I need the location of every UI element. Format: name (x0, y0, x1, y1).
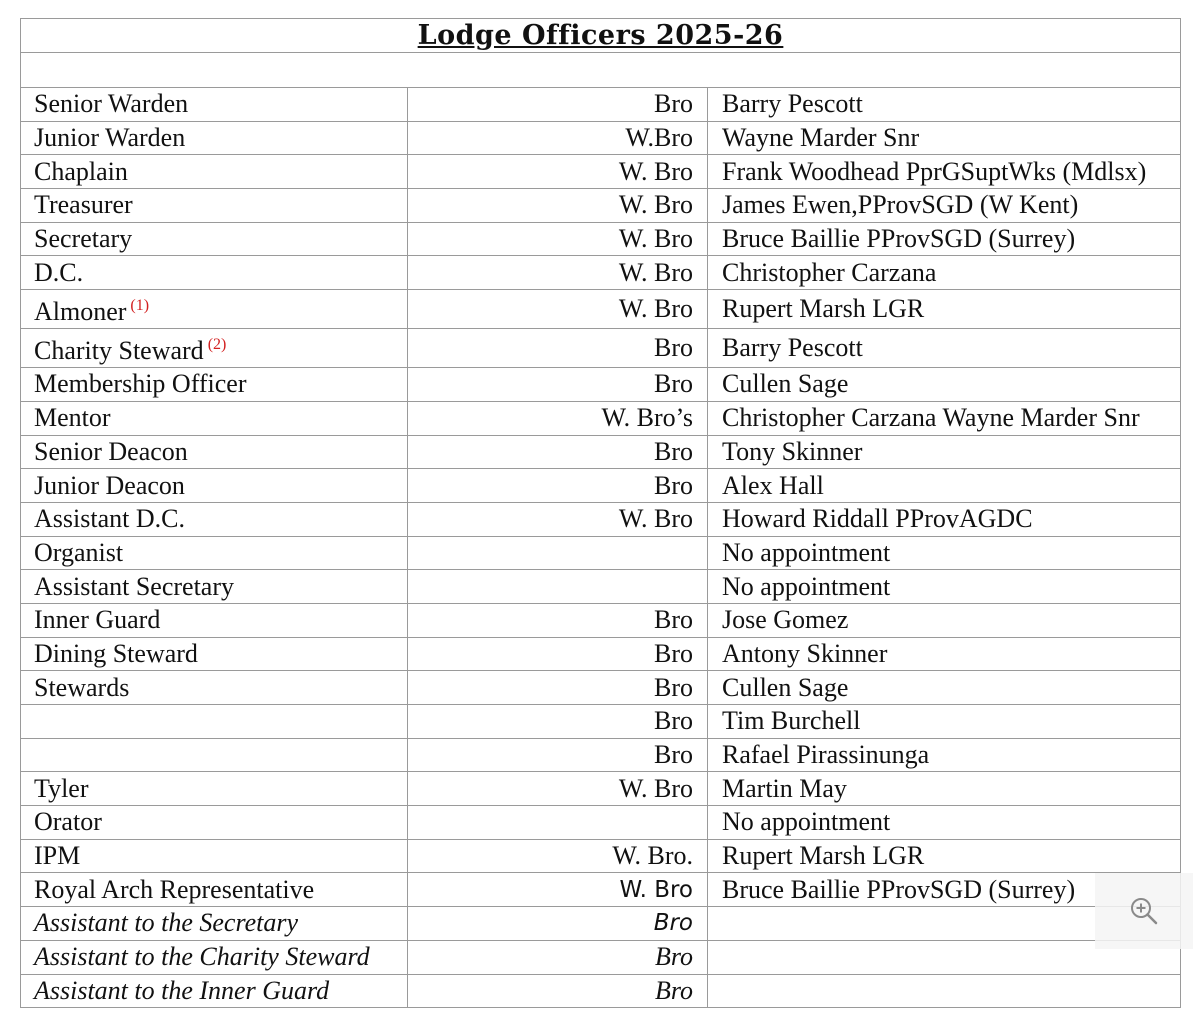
officer-title-prefix: W. Bro (408, 155, 708, 189)
title-row (21, 19, 1181, 53)
officer-name: No appointment (708, 806, 1181, 840)
officer-title-prefix: Bro (408, 907, 708, 941)
role-label: Senior Deacon (34, 436, 188, 466)
table-row (21, 974, 1181, 1008)
role-label: Assistant to the Secretary (34, 908, 299, 938)
table-row (21, 401, 1181, 435)
officer-role (21, 256, 408, 290)
blank-row (21, 53, 1181, 88)
table-row (21, 290, 1181, 329)
officer-name: Bruce Baillie PProvSGD (Surrey) (708, 873, 1181, 907)
officer-role (21, 469, 408, 503)
officer-title-prefix: W. Bro (408, 502, 708, 536)
officer-name: Rafael Pirassinunga (708, 738, 1181, 772)
officer-role (21, 536, 408, 570)
table-row (21, 705, 1181, 739)
table-row (21, 637, 1181, 671)
officer-name: Jose Gomez (708, 603, 1181, 637)
role-label: Membership Officer (34, 369, 247, 399)
officer-name: Tony Skinner (708, 435, 1181, 469)
officer-name: James Ewen,PProvSGD (W Kent) (708, 189, 1181, 223)
officer-title-prefix: W. Bro (408, 873, 708, 907)
table-row (21, 189, 1181, 223)
officer-role (21, 189, 408, 223)
role-label: Assistant Secretary (34, 571, 235, 601)
officer-title-prefix (408, 570, 708, 604)
officer-role (21, 705, 408, 739)
role-label: Tyler (34, 773, 89, 803)
table-row (21, 806, 1181, 840)
officer-name: Frank Woodhead PprGSuptWks (Mdlsx) (708, 155, 1181, 189)
officer-title-prefix: W. Bro. (408, 839, 708, 873)
table-row (21, 772, 1181, 806)
table-row (21, 907, 1181, 941)
table-row (21, 435, 1181, 469)
officer-role (21, 839, 408, 873)
officer-name: Howard Riddall PProvAGDC (708, 502, 1181, 536)
officer-title-prefix: Bro (408, 705, 708, 739)
officer-title-prefix: Bro (408, 940, 708, 974)
officer-title-prefix: W.Bro (408, 121, 708, 155)
table-row (21, 88, 1181, 122)
officer-role (21, 290, 408, 329)
officer-role (21, 806, 408, 840)
table-row (21, 222, 1181, 256)
officer-title-prefix: Bro (408, 469, 708, 503)
role-label: Dining Steward (34, 638, 198, 668)
officer-name: Barry Pescott (708, 88, 1181, 122)
table-row (21, 873, 1181, 907)
officer-role (21, 873, 408, 907)
role-label: D.C. (34, 257, 84, 287)
role-label: Chaplain (34, 156, 128, 186)
role-label: Orator (34, 807, 102, 837)
role-label: Mentor (34, 403, 111, 433)
officer-title-prefix (408, 806, 708, 840)
role-label: Senior Warden (34, 89, 189, 119)
role-label: Inner Guard (34, 605, 161, 635)
table-row (21, 469, 1181, 503)
document-title: Lodge Officers 2025-26 (417, 20, 784, 51)
table-row (21, 839, 1181, 873)
officer-name (708, 974, 1181, 1008)
table-row (21, 738, 1181, 772)
table-row (21, 940, 1181, 974)
table-row (21, 536, 1181, 570)
role-label: Assistant D.C. (34, 504, 185, 534)
officer-role (21, 603, 408, 637)
officer-title-prefix: W. Bro (408, 222, 708, 256)
officer-role (21, 940, 408, 974)
officer-role (21, 329, 408, 368)
table-row (21, 155, 1181, 189)
officer-name: No appointment (708, 570, 1181, 604)
role-label: Treasurer (34, 190, 133, 220)
officer-name: Antony Skinner (708, 637, 1181, 671)
officer-title-prefix (408, 536, 708, 570)
officer-title-prefix: W. Bro (408, 256, 708, 290)
table-row (21, 329, 1181, 368)
officer-role (21, 772, 408, 806)
officer-name: Cullen Sage (708, 671, 1181, 705)
table-row (21, 368, 1181, 402)
officer-role (21, 121, 408, 155)
officer-title-prefix: Bro (408, 603, 708, 637)
role-label: Assistant to the Inner Guard (34, 975, 330, 1005)
officer-name: Alex Hall (708, 469, 1181, 503)
role-label: Stewards (34, 672, 130, 702)
officer-title-prefix: Bro (408, 329, 708, 368)
officer-title-prefix: W. Bro (408, 290, 708, 329)
role-label: Junior Deacon (34, 470, 185, 500)
role-label: Organist (34, 537, 124, 567)
officer-name: Tim Burchell (708, 705, 1181, 739)
officer-role (21, 637, 408, 671)
table-row (21, 256, 1181, 290)
officer-role (21, 222, 408, 256)
officer-role (21, 738, 408, 772)
blank-cell (21, 53, 1181, 88)
officer-title-prefix: W. Bro (408, 189, 708, 223)
zoom-in-icon (1129, 896, 1159, 926)
officer-role (21, 502, 408, 536)
officers-table (20, 18, 1181, 1008)
officer-name: No appointment (708, 536, 1181, 570)
officer-title-prefix: Bro (408, 671, 708, 705)
table-row (21, 502, 1181, 536)
officer-name: Barry Pescott (708, 329, 1181, 368)
title-cell (21, 19, 1181, 53)
officer-title-prefix: Bro (408, 435, 708, 469)
footnote-marker: (2) (207, 336, 227, 354)
table-row (21, 671, 1181, 705)
officer-name: Christopher Carzana Wayne Marder Snr (708, 401, 1181, 435)
table-row (21, 570, 1181, 604)
officer-title-prefix: Bro (408, 974, 708, 1008)
role-label: IPM (34, 841, 81, 871)
officer-name: Cullen Sage (708, 368, 1181, 402)
officer-role (21, 401, 408, 435)
officer-title-prefix: Bro (408, 368, 708, 402)
officer-title-prefix: Bro (408, 637, 708, 671)
table-row (21, 121, 1181, 155)
officer-role (21, 88, 408, 122)
officer-name: Christopher Carzana (708, 256, 1181, 290)
role-label: Almoner (34, 297, 127, 327)
officer-role (21, 368, 408, 402)
officer-title-prefix: Bro (408, 88, 708, 122)
officer-role (21, 570, 408, 604)
role-label: Assistant to the Charity Steward (34, 942, 370, 972)
role-label: Charity Steward (34, 336, 204, 366)
role-label: Royal Arch Representative (34, 874, 315, 904)
officer-role (21, 671, 408, 705)
table-row (21, 603, 1181, 637)
officer-role (21, 155, 408, 189)
officer-title-prefix: W. Bro (408, 772, 708, 806)
zoom-in-button[interactable] (1095, 873, 1193, 949)
role-label: Junior Warden (34, 123, 186, 153)
officer-title-prefix: Bro (408, 738, 708, 772)
officer-name: Rupert Marsh LGR (708, 290, 1181, 329)
officer-role (21, 974, 408, 1008)
officer-role (21, 435, 408, 469)
officer-name: Wayne Marder Snr (708, 121, 1181, 155)
footnote-marker: (1) (130, 297, 150, 315)
officer-name: Bruce Baillie PProvSGD (Surrey) (708, 222, 1181, 256)
officer-role (21, 907, 408, 941)
officer-name: Rupert Marsh LGR (708, 839, 1181, 873)
document-page (20, 18, 1180, 1008)
officer-name: Martin May (708, 772, 1181, 806)
role-label: Secretary (34, 224, 133, 254)
officer-title-prefix: W. Bro’s (408, 401, 708, 435)
